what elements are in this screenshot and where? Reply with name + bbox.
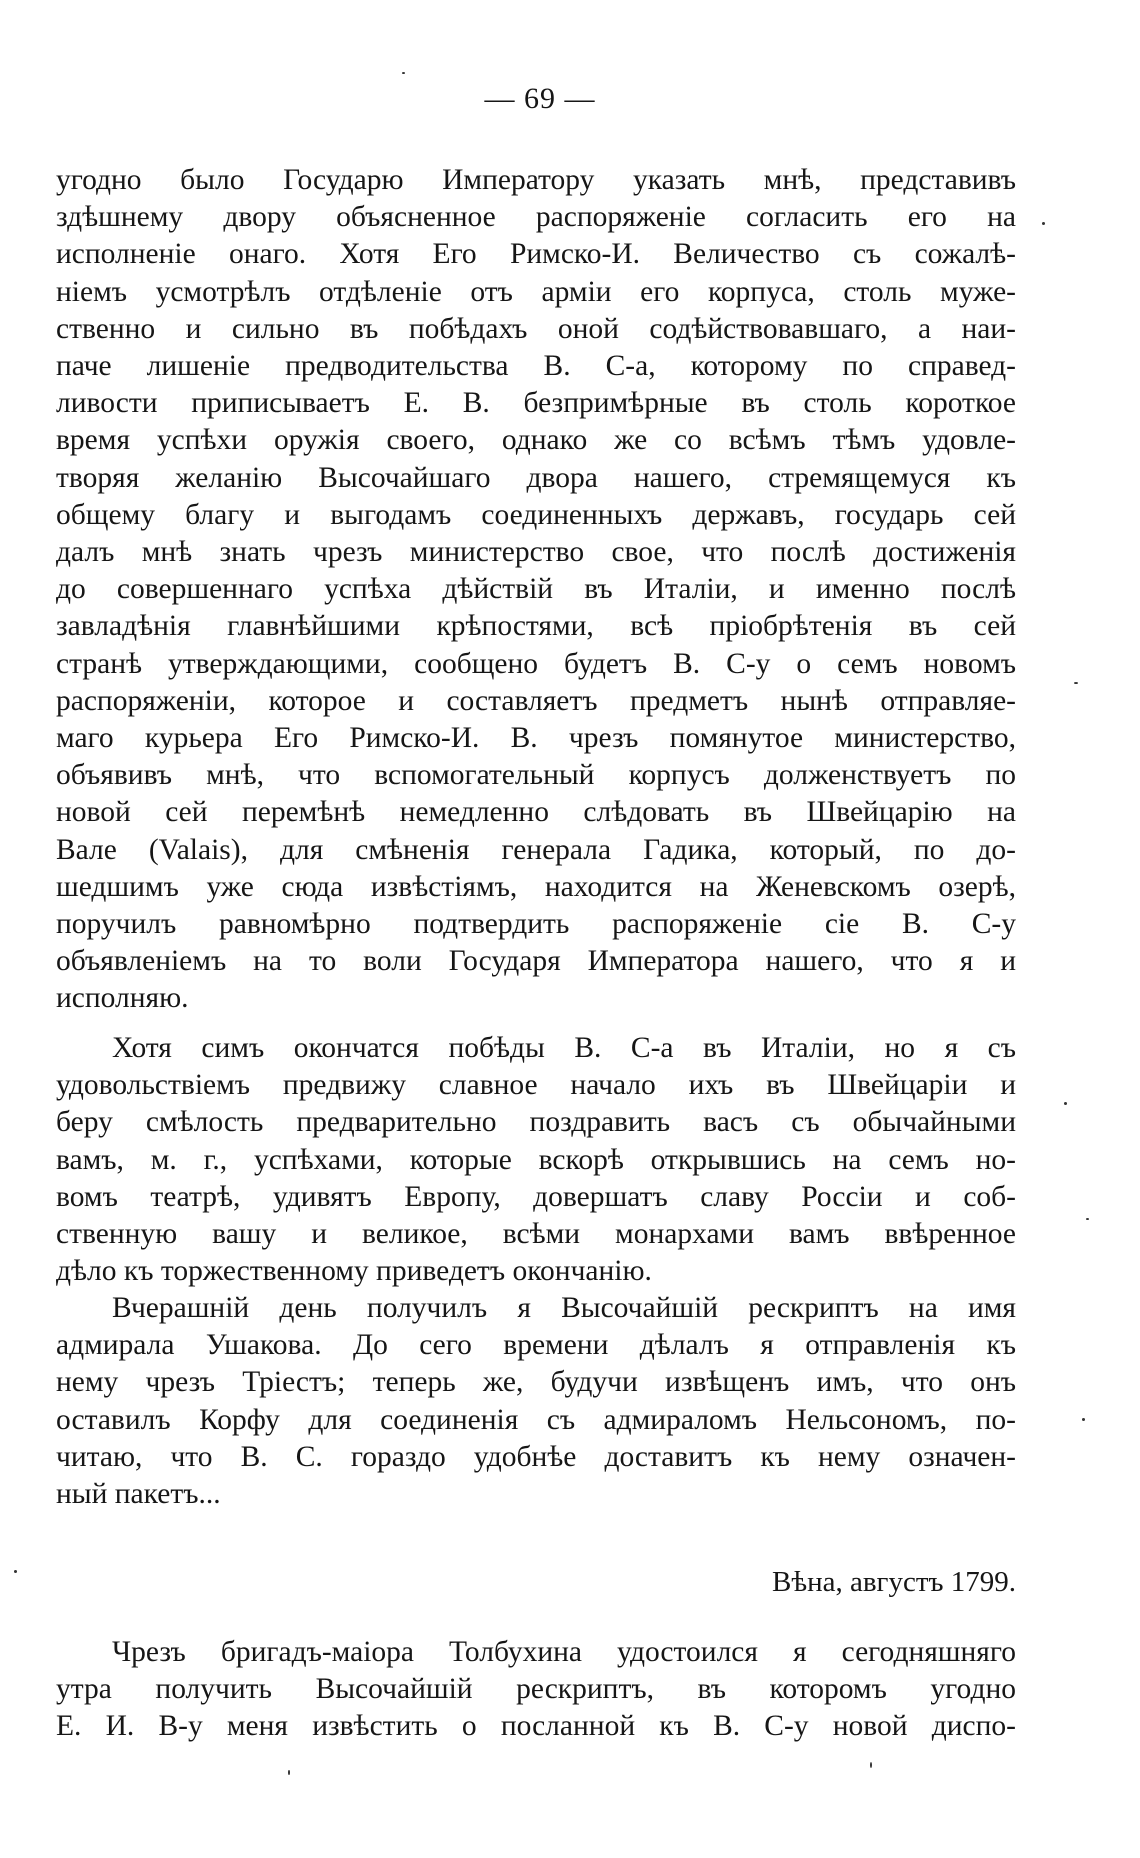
- scan-speck: [1074, 682, 1078, 684]
- text-line: беру смѣлость предварительно поздравить васъ съ обычайными: [56, 1106, 1016, 1139]
- text-line: исполняю.: [56, 982, 189, 1015]
- text-line: оставилъ Корфу для соединенія съ адмираломъ Нельсономъ, по-: [56, 1403, 1016, 1436]
- scan-speck: [288, 1770, 290, 1775]
- text-line: ный пакетъ...: [56, 1478, 221, 1511]
- paragraph-4: [56, 1634, 1016, 1746]
- text-line: угодно было Государю Императору указать мнѣ, представивъ: [56, 164, 1016, 196]
- paragraph-2: [56, 1030, 1016, 1290]
- paragraph-3: [56, 1290, 1016, 1513]
- text-line: новой сей перемѣнѣ немедленно слѣдовать въ Швейцарію на: [56, 796, 1016, 829]
- scan-speck: [14, 1570, 17, 1573]
- text-line: Чрезъ бригадъ-маіора Толбухина удостоился я сегодняшняго: [112, 1636, 1016, 1668]
- text-line: Е. И. В-у меня извѣстить о посланной къ В. С-у новой диспо-: [56, 1710, 1016, 1743]
- text-line: здѣшнему двору объясненное распоряженіе согласить его на: [56, 201, 1016, 234]
- dateline: Вѣна, августъ 1799.: [772, 1566, 1016, 1598]
- text-line: творяя желанію Высочайшаго двора нашего, стремящемуся къ: [56, 461, 1016, 494]
- text-line: Вале (Valais), для смѣненія генерала Гадика, который, по до-: [56, 833, 1016, 866]
- paragraph-1: [56, 162, 1016, 1018]
- text-line: дѣло къ торжественному приведетъ окончанію.: [56, 1255, 652, 1288]
- text-line: объявленіемъ на то воли Государя Императора нашего, что я и: [56, 945, 1016, 978]
- text-line: удовольствіемъ предвижу славное начало ихъ въ Швейцаріи и: [56, 1069, 1016, 1102]
- text-line: общему благу и выгодамъ соединенныхъ державъ, государь сей: [56, 498, 1016, 531]
- scan-speck: [1086, 1218, 1089, 1220]
- scan-speck: [1042, 222, 1045, 225]
- text-line: утра получить Высочайшій рескриптъ, въ которомъ угодно: [56, 1673, 1016, 1706]
- scan-speck: [402, 72, 405, 74]
- text-line: шедшимъ уже сюда извѣстіямъ, находится на Женевскомъ озерѣ,: [56, 870, 1016, 903]
- scan-speck: [1082, 1418, 1085, 1421]
- text-line: ливости приписываетъ Е. В. безпримѣрные въ столь короткое: [56, 387, 1016, 420]
- text-line: далъ мнѣ знать чрезъ министерство свое, что послѣ достиженія: [56, 536, 1016, 569]
- text-line: поручилъ равномѣрно подтвердить распоряженіе сіе В. С-у: [56, 908, 1016, 941]
- text-line: распоряженіи, которое и составляетъ предметъ нынѣ отправляе-: [56, 684, 1016, 717]
- text-line: читаю, что В. С. гораздо удобнѣе доставитъ къ нему означен-: [56, 1440, 1016, 1473]
- page-number: — 69 —: [484, 82, 596, 115]
- scan-speck: [870, 1762, 872, 1768]
- text-line: Вчерашній день получилъ я Высочайшій рескриптъ на имя: [112, 1292, 1016, 1324]
- text-line: вомъ театрѣ, удивятъ Европу, довершатъ славу Россіи и соб-: [56, 1180, 1016, 1213]
- text-line: маго курьера Его Римско-И. В. чрезъ помянутое министерство,: [56, 722, 1016, 755]
- text-line: паче лишеніе предводительства В. С-а, которому по справед-: [56, 350, 1016, 383]
- text-line: исполненіе онаго. Хотя Его Римско-И. Величество съ сожалѣ-: [56, 238, 1016, 271]
- text-line: время успѣхи оружія своего, однако же со всѣмъ тѣмъ удовле-: [56, 424, 1016, 457]
- text-line: вамъ, м. г., успѣхами, которые вскорѣ открывшись на семъ но-: [56, 1143, 1016, 1176]
- text-line: ніемъ усмотрѣлъ отдѣленіе отъ арміи его корпуса, столь муже-: [56, 275, 1016, 308]
- text-line: Хотя симъ окончатся побѣды В. С-а въ Италіи, но я съ: [112, 1032, 1016, 1064]
- scan-speck: [1064, 1102, 1067, 1105]
- text-line: объявивъ мнѣ, что вспомогательный корпусъ долженствуетъ по: [56, 759, 1016, 792]
- text-line: нему чрезъ Тріестъ; теперь же, будучи извѣщенъ имъ, что онъ: [56, 1366, 1016, 1399]
- text-line: адмирала Ушакова. До сего времени дѣлалъ я отправленія къ: [56, 1329, 1016, 1362]
- text-line: ственную вашу и великое, всѣми монархами вамъ ввѣренное: [56, 1218, 1016, 1251]
- text-line: странѣ утверждающими, сообщено будетъ В. С-у о семъ новомъ: [56, 647, 1016, 680]
- text-line: до совершеннаго успѣха дѣйствій въ Италіи, и именно послѣ: [56, 573, 1016, 606]
- text-line: завладѣнія главнѣйшими крѣпостями, всѣ пріобрѣтенія въ сей: [56, 610, 1016, 643]
- text-line: ственно и сильно въ побѣдахъ оной содѣйствовавшаго, а наи-: [56, 312, 1016, 345]
